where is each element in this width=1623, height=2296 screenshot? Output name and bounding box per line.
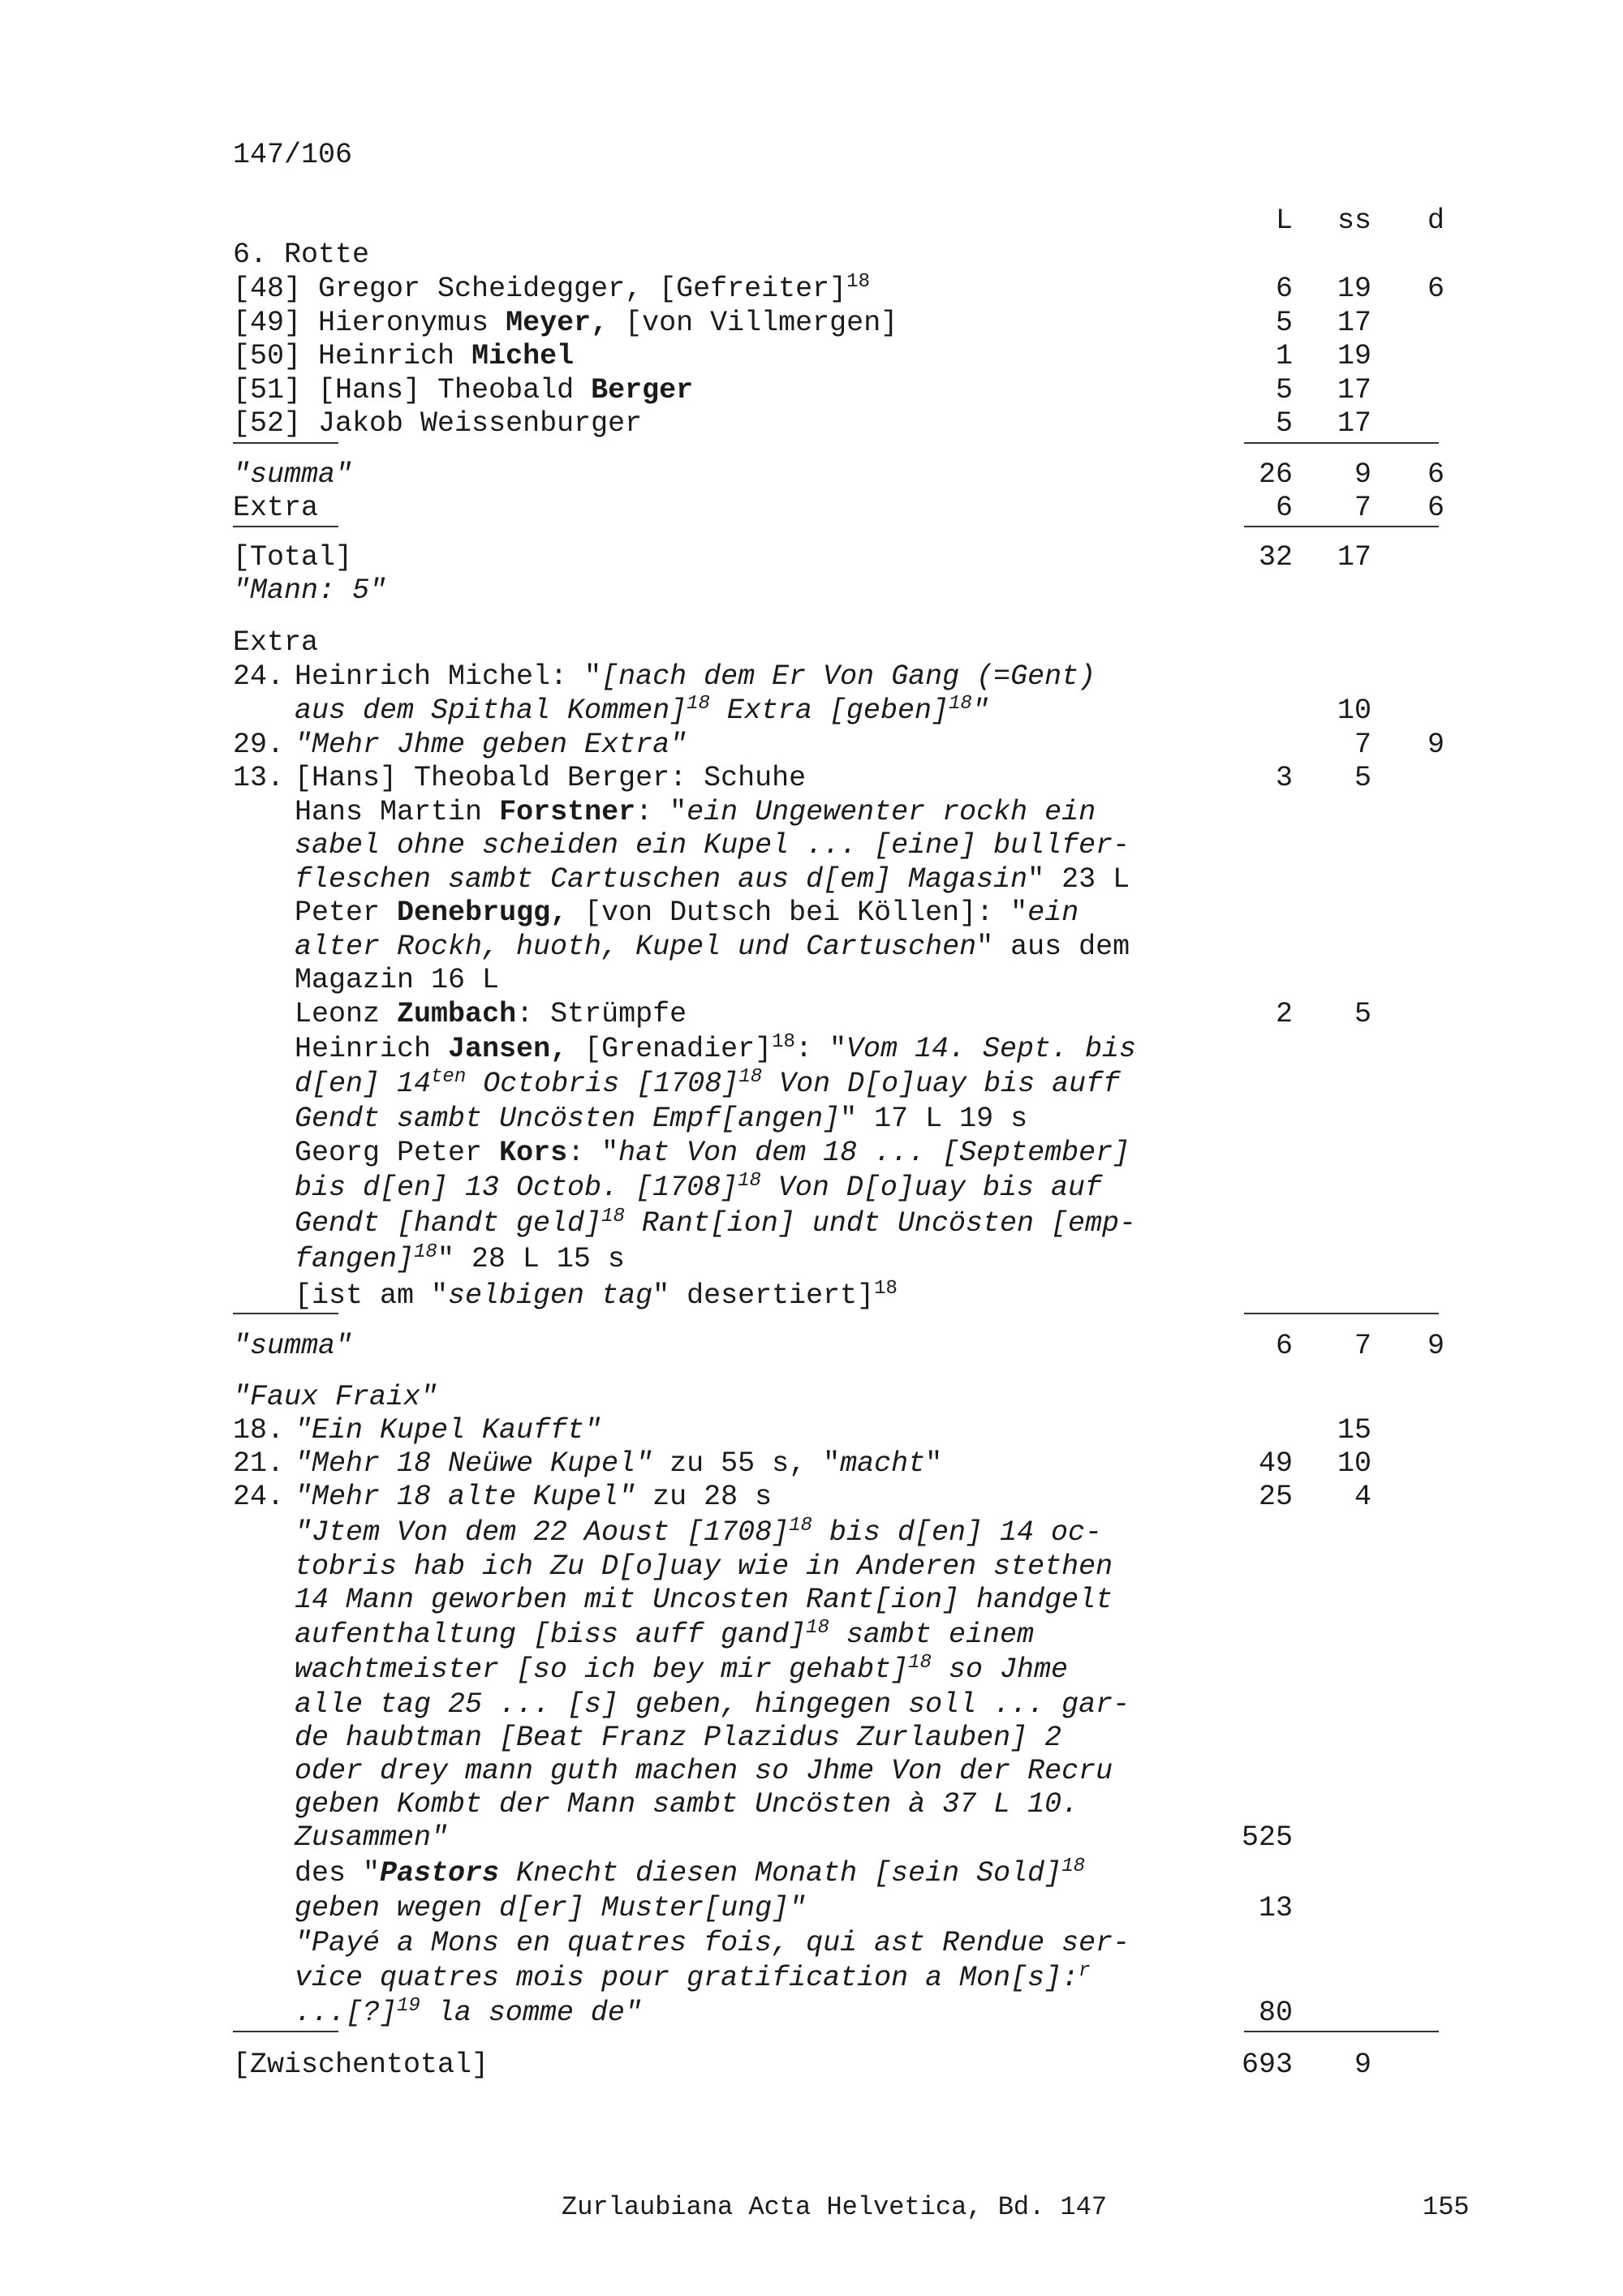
total-mann: "Mann: 5" [233, 574, 387, 607]
amount-l: 3 [1275, 762, 1293, 794]
amount-d: 6 [1427, 273, 1444, 305]
summa-ss: 7 [1354, 1330, 1371, 1362]
entry-text: [Hans] Theobald Berger: Schuhe [295, 762, 807, 794]
amount-l: 5 [1275, 374, 1293, 406]
extra-label: Extra [233, 492, 319, 524]
roster-line-52: [52] Jakob Weissenburger [233, 407, 643, 440]
zumbach-line: Leonz Zumbach: Strümpfe [295, 998, 687, 1030]
summa-label: "summa" [233, 458, 353, 491]
entry-nr: 24. [233, 1481, 285, 1513]
desert-line: [ist am "selbigen tag" desertiert]$^{18}$ [295, 1278, 898, 1312]
amount-ss: 19 [1337, 273, 1371, 305]
entry-text: "Mehr 18 alte Kupel" zu 28 s [295, 1481, 773, 1513]
column-header-l: L [1275, 204, 1293, 237]
rule-right [1244, 1313, 1439, 1314]
amount-l: 5 [1275, 307, 1293, 339]
total-label: [Total] [233, 541, 353, 574]
jtem-line: aufenthaltung [biss auff gand]$^{18}$ sambt einem [295, 1617, 1034, 1651]
paye-line: "Payé a Mons en quatres fois, qui ast Rendue ser- [295, 1927, 1130, 1959]
amount-ss: 19 [1337, 340, 1371, 372]
amount-l: 1 [1275, 340, 1293, 372]
kors-line: Georg Peter Kors: "hat Von dem 18 ... [September] [295, 1137, 1130, 1169]
rule-left [233, 1313, 338, 1314]
rule-right [1244, 442, 1439, 444]
pastor-line: des "Pastors Knecht diesen Monath [sein Sold]$^{18}$ [295, 1855, 1085, 1890]
roster-line-51: [51] [Hans] Theobald Berger [233, 374, 694, 406]
amount-ss: 15 [1337, 1414, 1371, 1447]
summa-l: 6 [1275, 1330, 1293, 1362]
roster-line-49: [49] Hieronymus Meyer, [von Villmergen] [233, 307, 898, 339]
summa-l: 26 [1258, 458, 1293, 491]
kors-line: fangen]$^{18}$" 28 L 15 s [295, 1241, 625, 1275]
entry-nr: 21. [233, 1447, 285, 1480]
rule-left [233, 442, 338, 444]
jtem-line: geben Kombt der Mann sambt Uncösten à 37 L 10. [295, 1788, 1079, 1821]
total-l: 32 [1258, 541, 1293, 574]
amount-ss: 5 [1354, 998, 1371, 1030]
jtem-line: 14 Mann geworben mit Uncosten Rant[ion] handgelt [295, 1584, 1113, 1616]
amount-ss: 7 [1354, 729, 1371, 761]
kors-line: bis d[en] 13 Octob. $[1708]^{18}$ Von D[o]uay bis auf [295, 1170, 1102, 1204]
pastor-line: geben wegen d[er] Muster[ung]" [295, 1892, 807, 1924]
jtem-line: Zusammen" [295, 1821, 449, 1854]
entry-nr: 29. [233, 729, 285, 761]
amount-l: 25 [1258, 1481, 1293, 1513]
roster-line-48: [48] Gregor Scheidegger, [Gefreiter]$^{18}$ [233, 271, 870, 305]
amount-l: 5 [1275, 407, 1293, 440]
jtem-line: wachtmeister [so ich bey mir gehabt]$^{18}$ so Jhme [295, 1652, 1068, 1686]
amount-l: 49 [1258, 1447, 1293, 1480]
zwischentotal-ss: 9 [1354, 2049, 1371, 2081]
amount-l: 13 [1258, 1892, 1293, 1924]
column-header-d: d [1427, 204, 1444, 237]
jansen-line: Gendt sambt Uncösten Empf[angen]" 17 L 19 s [295, 1103, 1028, 1135]
jtem-line: "Jtem Von dem 22 Aoust $[1708]^{18}$ bis d[en] 14 oc- [295, 1515, 1102, 1549]
amount-ss: 4 [1354, 1481, 1371, 1513]
roster-line-50: [50] Heinrich Michel [233, 340, 575, 372]
amount-l: 525 [1241, 1821, 1293, 1854]
jtem-line: tobris hab ich Zu D[o]uay wie in Anderen stethen [295, 1550, 1113, 1583]
column-header-ss: ss [1337, 204, 1371, 237]
entry-nr: 24. [233, 660, 285, 693]
entry-text: aus dem Spithal Kommen]$^{18}$ Extra [geben]$^{18}$" [295, 693, 989, 727]
rule-left [233, 526, 338, 527]
paye-line: ...[?]$^{19}$ la somme de" [295, 1995, 642, 2029]
rule-right [1244, 526, 1439, 527]
entry-nr: 18. [233, 1414, 285, 1447]
page-header: 147/106 [233, 139, 353, 171]
entry-text: "Mehr 18 Neüwe Kupel" zu 55 s, "macht" [295, 1447, 943, 1480]
summa-d: 6 [1427, 458, 1444, 491]
amount-l: 2 [1275, 998, 1293, 1030]
amount-l: 80 [1258, 1997, 1293, 2029]
amount-d: 9 [1427, 729, 1444, 761]
jansen-line: d[en] $14^{ten}$ Octobris $[1708]^{18}$ Von D[o]uay bis auff [295, 1066, 1121, 1100]
entry-text: "Mehr Jhme geben Extra" [295, 729, 687, 761]
extra-section-title: Extra [233, 626, 319, 659]
jtem-line: alle tag 25 ... [s] geben, hingegen soll ... gar- [295, 1688, 1130, 1721]
forstner-line: Hans Martin Forstner: "ein Ungewenter rockh ein [295, 796, 1096, 828]
summa-ss: 9 [1354, 458, 1371, 491]
amount-ss: 17 [1337, 307, 1371, 339]
summa-label: "summa" [233, 1330, 353, 1362]
amount-ss: 17 [1337, 374, 1371, 406]
entry-nr: 13. [233, 762, 285, 794]
rule-right [1244, 2031, 1439, 2032]
forstner-line: sabel ohne scheiden ein Kupel ... [eine] bullfer- [295, 829, 1130, 862]
summa-d: 9 [1427, 1330, 1444, 1362]
amount-l: 6 [1275, 273, 1293, 305]
total-ss: 17 [1337, 541, 1371, 574]
entry-text: "Ein Kupel Kaufft" [295, 1414, 602, 1447]
jtem-line: de haubtman [Beat Franz Plazidus Zurlauben] 2 [295, 1722, 1062, 1754]
section-title: 6. Rotte [233, 239, 370, 271]
extra-ss: 7 [1354, 492, 1371, 524]
jansen-line: Heinrich Jansen, [Grenadier]$^{18}$: "Vom 14. Sept. bis [295, 1031, 1137, 1065]
extra-d: 6 [1427, 492, 1444, 524]
kors-line: Gendt [handt geld]$^{18}$ Rant[ion] undt Uncösten [emp- [295, 1206, 1136, 1240]
faux-title: "Faux Fraix" [233, 1381, 438, 1413]
amount-ss: 17 [1337, 407, 1371, 440]
entry-text: Heinrich Michel: "[nach dem Er Von Gang (=Gent) [295, 660, 1096, 693]
zwischentotal-l: 693 [1241, 2049, 1293, 2081]
rule-left [233, 2031, 338, 2032]
footer-page-number: 155 [1423, 2192, 1470, 2222]
paye-line: vice quatres mois pour gratification a Mon[s]:$^r$ [295, 1960, 1091, 1994]
amount-ss: 10 [1337, 694, 1371, 727]
footer-title: Zurlaubiana Acta Helvetica, Bd. 147 [562, 2192, 1108, 2222]
forstner-line: fleschen sambt Cartuschen aus d[em] Magasin" 23 L [295, 863, 1130, 896]
denebrugg-line: Peter Denebrugg, [von Dutsch bei Köllen]: "ein [295, 896, 1079, 929]
extra-l: 6 [1275, 492, 1293, 524]
denebrugg-line: alter Rockh, huoth, Kupel und Cartuschen" aus dem [295, 931, 1130, 963]
denebrugg-line: Magazin 16 L [295, 964, 500, 996]
jtem-line: oder drey mann guth machen so Jhme Von der Recru [295, 1755, 1113, 1787]
zwischentotal-label: [Zwischentotal] [233, 2049, 489, 2081]
amount-ss: 10 [1337, 1447, 1371, 1480]
amount-ss: 5 [1354, 762, 1371, 794]
